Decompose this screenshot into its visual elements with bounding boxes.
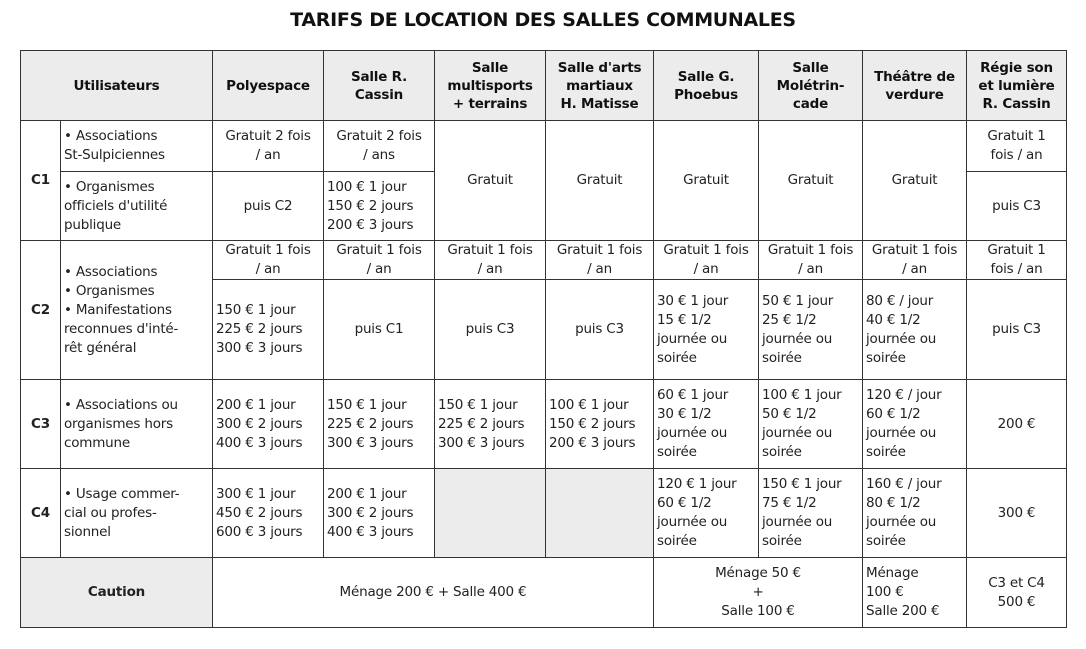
cell-line: 300 € 3 jours <box>438 434 525 451</box>
cell-line: Ménage <box>866 565 919 581</box>
cell-line: / an <box>366 261 392 277</box>
cell-line: 120 € / jour <box>866 387 942 403</box>
cell-line: 300 € 3 jours <box>327 434 414 451</box>
c2-polyespace-prices <box>213 280 324 380</box>
c4-polyespace-prices <box>213 469 324 558</box>
cell-line: 200 € 1 jour <box>327 485 407 502</box>
category-c3: C3 <box>21 380 61 469</box>
cell-line: organismes hors <box>64 415 173 432</box>
cell-line: 200 € 3 jours <box>549 434 636 451</box>
c1-cassin-prices <box>324 172 435 241</box>
cell-line: Molétrin- <box>776 77 845 94</box>
cell-line: puis C3 <box>465 321 515 337</box>
c2-phoebus-prices <box>654 280 759 380</box>
cell-line: 160 € / jour <box>866 476 942 492</box>
cell-line: 300 € <box>997 504 1036 521</box>
c4-arts-martiaux-unavailable <box>546 469 654 558</box>
caution-theatre <box>863 558 967 628</box>
cell-line: 150 € 2 jours <box>327 197 414 214</box>
cell-line: • Manifestations <box>64 301 172 318</box>
cell-line: Gratuit 1 fois <box>336 242 422 258</box>
cell-line: cial ou profes- <box>64 504 157 521</box>
cell-line: cade <box>792 95 829 112</box>
caution-label: Caution <box>21 558 213 628</box>
c2-theatre-free <box>863 241 967 280</box>
c3-row <box>21 380 1067 469</box>
cell-line: • Organismes <box>64 178 155 195</box>
c1-arts-martiaux <box>546 121 654 241</box>
cell-line: 225 € 2 jours <box>216 321 303 337</box>
cell-line: 30 € 1/2 <box>657 406 712 422</box>
cell-line: soirée <box>866 533 906 549</box>
c2-cassin-free <box>324 241 435 280</box>
c2-multisports-then <box>435 280 546 380</box>
cell-line: Théâtre de <box>874 68 955 85</box>
header-salle-cassin <box>324 51 435 121</box>
cell-line: / an <box>255 261 281 277</box>
cell-line: soirée <box>657 533 697 549</box>
cell-line: / an <box>693 261 719 277</box>
header-salle-moletrincade <box>759 51 863 121</box>
cell-line: journée ou <box>866 330 937 347</box>
cell-line: 225 € 2 jours <box>438 415 525 432</box>
cell-line: 25 € 1/2 <box>762 311 817 328</box>
c4-regie-price <box>967 469 1067 558</box>
cell-line: / an <box>798 261 823 277</box>
c4-row <box>21 469 1067 558</box>
c1-theatre <box>863 121 967 241</box>
cell-line: / ans <box>363 147 395 163</box>
cell-line: 200 € 1 jour <box>216 396 296 413</box>
cell-line: journée ou <box>657 330 728 347</box>
cell-line: journée ou <box>657 425 728 441</box>
cell-line: soirée <box>762 349 802 366</box>
c2-arts-martiaux-free <box>546 241 654 280</box>
cell-line: journée ou <box>762 514 833 530</box>
caution-regie <box>967 558 1067 628</box>
c4-cassin-prices <box>324 469 435 558</box>
c4-users <box>61 469 213 558</box>
c4-theatre-prices <box>863 469 967 558</box>
c3-phoebus-prices <box>654 380 759 469</box>
cell-line: Gratuit 1 <box>987 242 1046 258</box>
cell-line: journée ou <box>762 330 833 347</box>
cell-line: puis C3 <box>992 321 1041 337</box>
c1-polyespace-then <box>213 172 324 241</box>
cell-line: 50 € 1/2 <box>762 406 817 422</box>
cell-line: Gratuit 1 fois <box>225 242 311 258</box>
cell-line: / an <box>902 261 927 277</box>
header-theatre-verdure <box>863 51 967 121</box>
cell-line: soirée <box>657 349 697 366</box>
category-c1: C1 <box>21 121 61 241</box>
c2-row-a <box>21 241 1067 280</box>
cell-line: Gratuit 1 fois <box>663 242 749 258</box>
cell-line: Gratuit 2 fois <box>336 128 422 144</box>
cell-line: multisports <box>447 77 533 94</box>
cell-line: Gratuit <box>891 172 938 188</box>
cell-line: Salle 200 € <box>866 603 940 619</box>
c2-theatre-prices <box>863 280 967 380</box>
cell-line: 100 € 1 jour <box>327 178 407 195</box>
cell-line: 400 € 3 jours <box>216 434 303 451</box>
c2-multisports-free <box>435 241 546 280</box>
c1-moletrincade <box>759 121 863 241</box>
c2-moletrincade-free <box>759 241 863 280</box>
cell-line: 450 € 2 jours <box>216 504 303 521</box>
cell-line: Gratuit 1 fois <box>871 242 958 258</box>
cell-line: H. Matisse <box>560 95 639 112</box>
cell-line: 225 € 2 jours <box>327 415 414 432</box>
caution-main <box>213 558 654 628</box>
cell-line: officiels d'utilité <box>64 197 168 214</box>
cell-line: • Associations <box>64 263 158 280</box>
cell-line: Ménage 50 € <box>715 565 801 581</box>
header-users <box>21 51 213 121</box>
cell-line: 120 € 1 jour <box>657 476 737 492</box>
page-title: TARIFS DE LOCATION DES SALLES COMMUNALES <box>290 9 796 31</box>
cell-line: 60 € 1 jour <box>657 387 729 403</box>
cell-line: soirée <box>866 349 906 366</box>
cell-line: 15 € 1/2 <box>657 311 712 328</box>
c2-users <box>61 241 213 380</box>
header-row <box>21 51 1067 121</box>
cell-line: 60 € 1/2 <box>866 406 921 422</box>
cell-line: puis C1 <box>354 321 404 337</box>
cell-line: soirée <box>866 444 906 460</box>
category-c4: C4 <box>21 469 61 558</box>
cell-line: 80 € / jour <box>866 292 934 309</box>
header-polyespace <box>213 51 324 121</box>
c1-regie-free <box>967 121 1067 172</box>
cell-line: Cassin <box>354 86 404 103</box>
cell-line: + terrains <box>452 95 528 112</box>
cell-line: 150 € 1 jour <box>327 396 407 413</box>
c2-moletrincade-prices <box>759 280 863 380</box>
header-salle-arts-martiaux <box>546 51 654 121</box>
cell-line: / an <box>477 261 503 277</box>
cell-line: et lumière <box>978 77 1055 94</box>
cell-line: 150 € 1 jour <box>762 476 842 492</box>
cell-line: journée ou <box>657 514 728 530</box>
c2-polyespace-free <box>213 241 324 280</box>
cell-line: Gratuit <box>787 172 834 188</box>
c3-users <box>61 380 213 469</box>
cell-line: 60 € 1/2 <box>657 495 712 511</box>
cell-line: 400 € 3 jours <box>327 523 414 540</box>
cell-line: reconnues d'inté- <box>64 320 179 337</box>
cell-line: + <box>752 584 764 600</box>
c3-arts-martiaux-prices <box>546 380 654 469</box>
cell-line: verdure <box>885 86 944 103</box>
cell-line: 500 € <box>997 593 1036 610</box>
cell-line: Phoebus <box>674 86 738 103</box>
cell-line: 100 € <box>866 584 904 600</box>
c4-moletrincade-prices <box>759 469 863 558</box>
cell-line: puis C3 <box>992 197 1041 214</box>
cell-line: St-Sulpiciennes <box>64 147 165 163</box>
header-regie-son-lumiere <box>967 51 1067 121</box>
header-salle-multisports <box>435 51 546 121</box>
c3-multisports-prices <box>435 380 546 469</box>
cell-line: soirée <box>762 444 802 460</box>
c1-users-organismes <box>61 172 213 241</box>
cell-line: C3 et C4 <box>988 574 1045 591</box>
cell-line: 300 € 2 jours <box>216 415 303 432</box>
cell-line: soirée <box>657 444 697 460</box>
cell-line: 200 € <box>997 415 1036 432</box>
cell-line: Gratuit 1 fois <box>767 242 854 258</box>
c3-cassin-prices <box>324 380 435 469</box>
cell-line: martiaux <box>566 77 633 94</box>
cell-line: 150 € 2 jours <box>549 415 636 432</box>
cell-line: 100 € 1 jour <box>549 396 629 413</box>
cell-line: Gratuit 1 fois <box>556 242 643 258</box>
cell-line: rêt général <box>64 339 137 356</box>
cell-line: Polyespace <box>226 77 310 94</box>
c2-regie-then <box>967 280 1067 380</box>
c2-arts-martiaux-then <box>546 280 654 380</box>
cell-line: 30 € 1 jour <box>657 292 729 309</box>
cell-line: sionnel <box>64 523 111 540</box>
cell-line: 300 € 2 jours <box>327 504 414 521</box>
cell-line: Salle G. <box>677 68 735 85</box>
cell-line: soirée <box>762 533 802 549</box>
c1-multisports <box>435 121 546 241</box>
caution-phoebus-moletrincade <box>654 558 863 628</box>
cell-line: • Associations ou <box>64 396 178 413</box>
cell-line: Gratuit <box>576 172 623 188</box>
cell-line: Salle <box>471 59 509 76</box>
c4-multisports-unavailable <box>435 469 546 558</box>
cell-line: 80 € 1/2 <box>866 495 921 511</box>
c3-polyespace-prices <box>213 380 324 469</box>
cell-line: Salle <box>792 59 829 76</box>
cell-line: 75 € 1/2 <box>762 495 817 511</box>
cell-line: journée ou <box>762 425 833 441</box>
cell-line: Gratuit <box>683 172 729 188</box>
pricing-table <box>20 50 1067 628</box>
cell-line: journée ou <box>866 514 937 530</box>
cell-line: Utilisateurs <box>73 77 160 94</box>
cell-line: puis C3 <box>575 321 624 337</box>
c1-row-a <box>21 121 1067 172</box>
cell-line: 200 € 3 jours <box>327 216 414 233</box>
cell-line: R. Cassin <box>982 95 1051 112</box>
c1-users-associations <box>61 121 213 172</box>
cell-line: 40 € 1/2 <box>866 311 921 328</box>
cell-line: 150 € 1 jour <box>438 396 518 413</box>
cell-line: Gratuit 1 fois <box>447 242 533 258</box>
cell-line: fois / an <box>990 261 1043 277</box>
c2-regie-free <box>967 241 1067 280</box>
cell-line: commune <box>64 434 131 451</box>
c1-phoebus <box>654 121 759 241</box>
cell-line: 300 € 3 jours <box>216 340 303 356</box>
c2-cassin-then <box>324 280 435 380</box>
cell-line: / an <box>587 261 612 277</box>
cell-line: 300 € 1 jour <box>216 485 296 502</box>
cell-line: • Organismes <box>64 282 155 299</box>
caution-row <box>21 558 1067 628</box>
cell-line: / an <box>255 147 281 163</box>
c2-phoebus-free <box>654 241 759 280</box>
cell-line: Ménage 200 € + Salle 400 € <box>339 584 527 600</box>
c3-theatre-prices <box>863 380 967 469</box>
c3-moletrincade-prices <box>759 380 863 469</box>
cell-line: Salle 100 € <box>721 603 795 619</box>
cell-line: fois / an <box>990 147 1043 163</box>
cell-line: • Usage commer- <box>64 485 180 502</box>
cell-line: 100 € 1 jour <box>762 387 842 403</box>
cell-line: Salle d'arts <box>557 59 642 76</box>
c1-regie-then <box>967 172 1067 241</box>
cell-line: 50 € 1 jour <box>762 292 834 309</box>
cell-line: Gratuit 1 <box>987 128 1046 144</box>
c1-cassin-free <box>324 121 435 172</box>
c4-phoebus-prices <box>654 469 759 558</box>
cell-line: Gratuit <box>467 172 513 188</box>
cell-line: 600 € 3 jours <box>216 523 303 540</box>
cell-line: Régie son <box>980 59 1053 76</box>
cell-line: publique <box>64 216 122 233</box>
header-salle-phoebus <box>654 51 759 121</box>
cell-line: • Associations <box>64 128 158 144</box>
cell-line: Salle R. <box>350 68 408 85</box>
cell-line: journée ou <box>866 425 937 441</box>
cell-line: 150 € 1 jour <box>216 302 296 318</box>
cell-line: puis C2 <box>243 197 293 214</box>
c1-polyespace-free <box>213 121 324 172</box>
category-c2: C2 <box>21 241 61 380</box>
cell-line: Gratuit 2 fois <box>225 128 311 144</box>
c3-regie-price <box>967 380 1067 469</box>
